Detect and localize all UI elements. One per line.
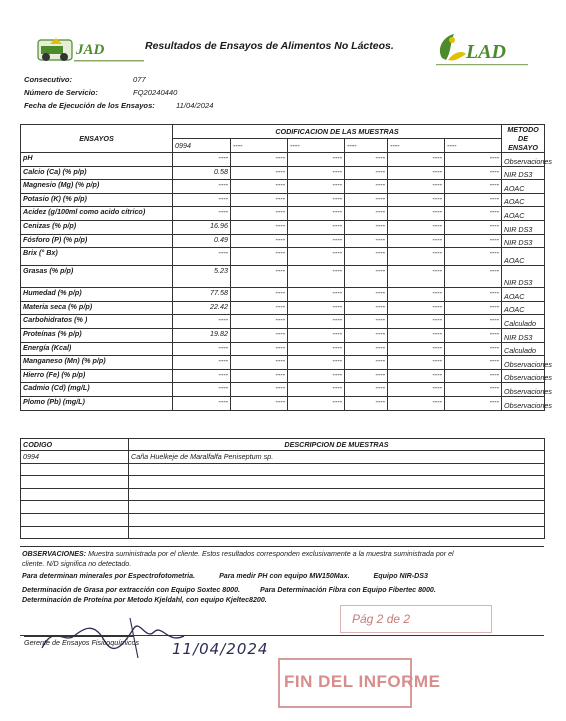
empty-sample-value: ----	[388, 193, 445, 207]
method-name: Observaciones	[502, 383, 545, 397]
method-name: AOAC	[502, 301, 545, 315]
sample-code-empty: ----	[288, 139, 345, 153]
sample-value: 22.42	[173, 301, 231, 315]
empty-sample-value: ----	[388, 234, 445, 248]
empty-cell	[129, 463, 545, 476]
signature-role: Gerente de Ensayos Fisicoquímicos	[24, 638, 140, 647]
empty-sample-value: ----	[288, 248, 345, 266]
description-row	[21, 526, 545, 539]
empty-cell	[129, 526, 545, 539]
empty-sample-value: ----	[288, 193, 345, 207]
svg-text:JAD: JAD	[76, 42, 105, 58]
empty-sample-value: ----	[231, 153, 288, 167]
empty-sample-value: ----	[231, 383, 288, 397]
empty-sample-value: ----	[445, 220, 502, 234]
empty-cell	[129, 513, 545, 526]
method-name: NIR DS3	[502, 220, 545, 234]
empty-sample-value: ----	[288, 266, 345, 288]
method-name: Calculado	[502, 315, 545, 329]
empty-sample-value: ----	[231, 356, 288, 370]
sample-value: 77.58	[173, 288, 231, 302]
empty-sample-value: ----	[288, 315, 345, 329]
result-row	[21, 315, 545, 329]
sample-value: ----	[173, 180, 231, 194]
parameter-name: Potasio (K) (% p/p)	[21, 193, 173, 207]
sample-value: ----	[173, 369, 231, 383]
document-title: Resultados de Ensayos de Alimentos No Lácteos.	[145, 40, 394, 52]
empty-sample-value: ----	[445, 396, 502, 410]
lad-logo	[432, 30, 532, 72]
empty-sample-value: ----	[288, 301, 345, 315]
empty-sample-value: ----	[388, 369, 445, 383]
empty-sample-value: ----	[231, 328, 288, 342]
sample-code: 0994	[21, 451, 129, 464]
empty-sample-value: ----	[345, 383, 388, 397]
parameter-name: Acidez (g/100ml como acido cítrico)	[21, 207, 173, 221]
parameter-name: Proteínas (% p/p)	[21, 328, 173, 342]
sample-value: 5.23	[173, 266, 231, 288]
empty-cell	[21, 488, 129, 501]
empty-sample-value: ----	[288, 153, 345, 167]
method-name: NIR DS3	[502, 234, 545, 248]
parameter-name: Calcio (Ca) (% p/p)	[21, 166, 173, 180]
empty-sample-value: ----	[231, 193, 288, 207]
result-row	[21, 180, 545, 194]
results-table	[20, 124, 552, 411]
method-name: AOAC	[502, 288, 545, 302]
parameter-name: Brix (° Bx)	[21, 248, 173, 266]
fecha-value: 11/04/2024	[176, 101, 214, 110]
empty-sample-value: ----	[345, 315, 388, 329]
jad-logo	[36, 34, 146, 68]
empty-sample-value: ----	[345, 266, 388, 288]
result-row	[21, 356, 545, 370]
method-name: AOAC	[502, 180, 545, 194]
empty-sample-value: ----	[445, 301, 502, 315]
method-name: Observaciones	[502, 356, 545, 370]
empty-sample-value: ----	[388, 301, 445, 315]
result-row	[21, 153, 545, 167]
parameter-name: Cenizas (% p/p)	[21, 220, 173, 234]
empty-sample-value: ----	[231, 266, 288, 288]
result-row	[21, 266, 545, 288]
empty-sample-value: ----	[388, 266, 445, 288]
parameter-name: Energía (Kcal)	[21, 342, 173, 356]
empty-sample-value: ----	[388, 220, 445, 234]
observations-label: OBSERVACIONES:	[22, 550, 87, 558]
empty-sample-value: ----	[231, 288, 288, 302]
description-row	[21, 501, 545, 514]
method-name: AOAC	[502, 193, 545, 207]
empty-sample-value: ----	[445, 328, 502, 342]
parameter-name: Cadmio (Cd) (mg/L)	[21, 383, 173, 397]
empty-cell	[21, 526, 129, 539]
svg-text:LAD: LAD	[466, 41, 506, 63]
result-row	[21, 234, 545, 248]
observations-line: Muestra suministrada por el cliente. Estos resultados corresponden exclusivamente a la muestra suministrada por el	[88, 550, 454, 558]
empty-sample-value: ----	[288, 383, 345, 397]
parameter-name: Humedad (% p/p)	[21, 288, 173, 302]
parameter-name: Manganeso (Mn) (% p/p)	[21, 356, 173, 370]
descripcion-header: DESCRIPCION DE MUESTRAS	[129, 439, 545, 451]
empty-sample-value: ----	[345, 328, 388, 342]
sample-description: Caña Huelkeje de Maralfalfa Peniseptum sp.	[129, 451, 545, 464]
empty-sample-value: ----	[445, 153, 502, 167]
empty-cell	[129, 476, 545, 489]
sample-value: ----	[173, 383, 231, 397]
method-name: AOAC	[502, 207, 545, 221]
empty-sample-value: ----	[345, 234, 388, 248]
empty-sample-value: ----	[345, 369, 388, 383]
empty-sample-value: ----	[288, 166, 345, 180]
parameter-name: pH	[21, 153, 173, 167]
empty-sample-value: ----	[231, 315, 288, 329]
fecha-label: Fecha de Ejecución de los Ensayos:	[24, 101, 155, 110]
empty-cell	[129, 488, 545, 501]
result-row	[21, 342, 545, 356]
empty-sample-value: ----	[345, 288, 388, 302]
empty-sample-value: ----	[231, 207, 288, 221]
empty-sample-value: ----	[231, 220, 288, 234]
empty-sample-value: ----	[345, 166, 388, 180]
sample-code-empty: ----	[345, 139, 388, 153]
empty-sample-value: ----	[445, 193, 502, 207]
empty-sample-value: ----	[445, 180, 502, 194]
empty-sample-value: ----	[345, 301, 388, 315]
empty-sample-value: ----	[388, 342, 445, 356]
method-name: Calculado	[502, 342, 545, 356]
consecutivo-value: 077	[133, 75, 146, 84]
metodo-header: METODO DE ENSAYO	[502, 125, 545, 153]
result-row	[21, 369, 545, 383]
observations-line: Determinación de Grasa por extracción con Equipo Soxtec 8000. Para Determinación Fibra con Equipo Fibertec 8000.	[22, 586, 436, 594]
description-row	[21, 451, 545, 464]
observations-line: cliente. N/D significa no detectado.	[22, 560, 132, 568]
empty-sample-value: ----	[445, 166, 502, 180]
empty-sample-value: ----	[231, 180, 288, 194]
empty-sample-value: ----	[345, 153, 388, 167]
empty-sample-value: ----	[288, 234, 345, 248]
empty-sample-value: ----	[231, 342, 288, 356]
description-row	[21, 488, 545, 501]
empty-sample-value: ----	[231, 166, 288, 180]
empty-sample-value: ----	[288, 207, 345, 221]
empty-sample-value: ----	[445, 234, 502, 248]
empty-sample-value: ----	[345, 193, 388, 207]
empty-sample-value: ----	[288, 369, 345, 383]
servicio-value: FQ20240440	[133, 88, 178, 97]
empty-sample-value: ----	[388, 288, 445, 302]
empty-cell	[21, 513, 129, 526]
empty-sample-value: ----	[445, 248, 502, 266]
empty-sample-value: ----	[345, 248, 388, 266]
servicio-label: Número de Servicio:	[24, 88, 98, 97]
parameter-name: Magnesio (Mg) (% p/p)	[21, 180, 173, 194]
empty-sample-value: ----	[288, 342, 345, 356]
parameter-name: Grasas (% p/p)	[21, 266, 173, 288]
empty-sample-value: ----	[288, 220, 345, 234]
method-name: AOAC	[502, 248, 545, 266]
consecutivo-label: Consecutivo:	[24, 75, 73, 84]
empty-sample-value: ----	[288, 328, 345, 342]
empty-sample-value: ----	[388, 383, 445, 397]
empty-sample-value: ----	[445, 207, 502, 221]
sample-value: 0.49	[173, 234, 231, 248]
description-row	[21, 463, 545, 476]
method-name: NIR DS3	[502, 328, 545, 342]
empty-sample-value: ----	[445, 315, 502, 329]
handwritten-date: 11/04/2024	[172, 640, 269, 658]
empty-sample-value: ----	[388, 396, 445, 410]
parameter-name: Carbohidratos (% )	[21, 315, 173, 329]
sample-value: ----	[173, 315, 231, 329]
empty-sample-value: ----	[288, 396, 345, 410]
page-number: Pág 2 de 2	[352, 612, 411, 626]
method-name: Observaciones	[502, 153, 545, 167]
sample-value: ----	[173, 153, 231, 167]
ensayos-header: ENSAYOS	[21, 125, 173, 153]
empty-sample-value: ----	[288, 180, 345, 194]
method-name: NIR DS3	[502, 166, 545, 180]
description-table	[20, 438, 545, 539]
empty-sample-value: ----	[345, 180, 388, 194]
empty-sample-value: ----	[288, 356, 345, 370]
empty-sample-value: ----	[445, 288, 502, 302]
empty-cell	[21, 501, 129, 514]
empty-sample-value: ----	[445, 342, 502, 356]
empty-sample-value: ----	[345, 396, 388, 410]
empty-sample-value: ----	[388, 356, 445, 370]
observations-line: Determinación de Proteína por Metodo Kjeldahl, con equipo Kjeltec8200.	[22, 596, 267, 604]
description-row	[21, 476, 545, 489]
empty-sample-value: ----	[231, 369, 288, 383]
empty-cell	[129, 501, 545, 514]
parameter-name: Fósforo (P) (% p/p)	[21, 234, 173, 248]
sample-value: 0.58	[173, 166, 231, 180]
sample-code-header: 0994	[173, 139, 231, 153]
result-row	[21, 248, 545, 266]
sample-code-empty: ----	[388, 139, 445, 153]
sample-value: ----	[173, 248, 231, 266]
parameter-name: Plomo (Pb) (mg/L)	[21, 396, 173, 410]
codigo-header: CODIGO	[21, 439, 129, 451]
empty-sample-value: ----	[345, 342, 388, 356]
empty-sample-value: ----	[231, 301, 288, 315]
empty-sample-value: ----	[345, 220, 388, 234]
result-row	[21, 328, 545, 342]
sample-value: ----	[173, 356, 231, 370]
result-row	[21, 220, 545, 234]
observations-line: Para determinan minerales por Espectrofotometria. Para medir PH con equipo MW150Max. Equipo NIR-DS3	[22, 572, 428, 580]
parameter-name: Hierro (Fe) (% p/p)	[21, 369, 173, 383]
parameter-name: Materia seca (% p/p)	[21, 301, 173, 315]
stamp-text: FIN DEL INFORME	[284, 672, 441, 691]
empty-sample-value: ----	[445, 369, 502, 383]
empty-sample-value: ----	[231, 248, 288, 266]
sample-code-empty: ----	[445, 139, 502, 153]
empty-sample-value: ----	[388, 315, 445, 329]
result-row	[21, 288, 545, 302]
result-row	[21, 193, 545, 207]
result-row	[21, 396, 545, 410]
sample-value: ----	[173, 342, 231, 356]
empty-sample-value: ----	[388, 248, 445, 266]
sample-value: ----	[173, 207, 231, 221]
empty-sample-value: ----	[345, 207, 388, 221]
result-row	[21, 166, 545, 180]
empty-sample-value: ----	[231, 234, 288, 248]
sample-code-empty: ----	[231, 139, 288, 153]
sample-value: ----	[173, 193, 231, 207]
empty-sample-value: ----	[231, 396, 288, 410]
empty-sample-value: ----	[345, 356, 388, 370]
empty-sample-value: ----	[445, 266, 502, 288]
result-row	[21, 207, 545, 221]
empty-sample-value: ----	[445, 383, 502, 397]
empty-sample-value: ----	[388, 207, 445, 221]
empty-sample-value: ----	[288, 288, 345, 302]
empty-sample-value: ----	[388, 328, 445, 342]
empty-cell	[21, 463, 129, 476]
sample-value: 19.82	[173, 328, 231, 342]
empty-sample-value: ----	[388, 166, 445, 180]
empty-sample-value: ----	[388, 180, 445, 194]
result-row	[21, 301, 545, 315]
empty-sample-value: ----	[388, 153, 445, 167]
empty-sample-value: ----	[445, 356, 502, 370]
codificacion-header: CODIFICACION DE LAS MUESTRAS	[173, 125, 502, 139]
sample-value: 16.96	[173, 220, 231, 234]
empty-cell	[21, 476, 129, 489]
method-name: NIR DS3	[502, 266, 545, 288]
result-row	[21, 383, 545, 397]
method-name: Observaciones	[502, 396, 545, 410]
method-name: Observaciones	[502, 369, 545, 383]
sample-value: ----	[173, 396, 231, 410]
description-row	[21, 513, 545, 526]
